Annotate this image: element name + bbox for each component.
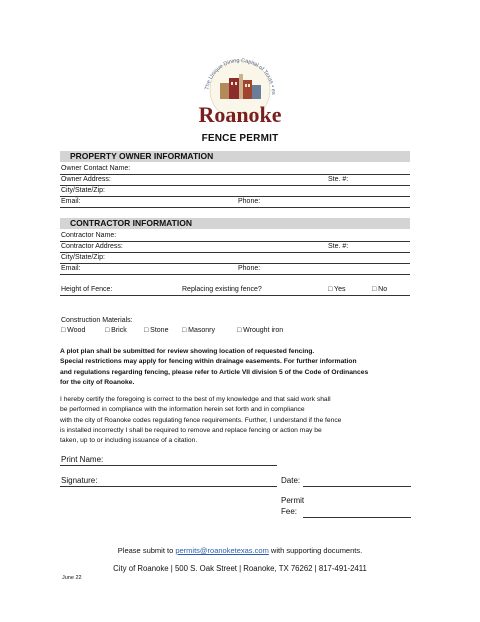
certification-statement [60, 395, 420, 446]
certify-line: is installed incorrectly I shall be required to remove and replace fencing or action may be [60, 426, 322, 434]
city-address-footer: City of Roanoke | 500 S. Oak Street | Roanoke, TX 76262 | 817-491-2411 [113, 564, 367, 573]
certify-line: taken, up to or including issuance of a citation. [60, 437, 198, 445]
revision-date: June 22 [62, 575, 82, 581]
certify-line: I hereby certify the foregoing is correct to the best of my knowledge and that said work shall [60, 396, 331, 403]
notice-line: for the city of Roanoke. [60, 378, 135, 386]
date-label: Date: [281, 476, 301, 485]
owner-section-header [60, 151, 410, 162]
notice-line: Special restrictions may apply for fencing within drainage easements. For further information [60, 358, 357, 366]
replacing-fence-label: Replacing existing fence? [182, 286, 262, 293]
notice-line: A plot plan shall be submitted for review showing location of requested fencing. [60, 348, 315, 355]
material-wood-checkbox[interactable]: □ Wood [61, 327, 86, 334]
signature-line[interactable] [60, 486, 277, 487]
fence-height-field[interactable] [60, 284, 410, 296]
contractor-email-label: Email: [61, 265, 81, 272]
signature-label: Signature: [61, 476, 98, 485]
contractor-name-label: Contractor Name: [61, 232, 117, 239]
owner-contact-name-label: Owner Contact Name: [61, 165, 131, 172]
material-stone-checkbox[interactable]: □ Stone [144, 327, 169, 334]
date-line[interactable] [303, 486, 411, 487]
notice-line: and regulations regarding fencing, please refer to Article VII division 5 of the Code of Ordinances [60, 368, 369, 376]
permit-fee-label-line1: Permit [281, 496, 305, 505]
contractor-phone-label: Phone: [238, 265, 261, 272]
roanoke-logo [190, 50, 290, 132]
submit-instructions [0, 546, 480, 555]
fence-height-label: Height of Fence: [61, 286, 113, 293]
contractor-address-label: Contractor Address: [61, 243, 123, 250]
certify-line: be performed in compliance with the information herein set forth and in compliance [60, 406, 305, 414]
logo-wordmark: Roanoke [198, 102, 282, 127]
contractor-section-title: CONTRACTOR INFORMATION [70, 218, 192, 228]
material-wrought-iron-checkbox[interactable]: □ Wrought iron [237, 327, 284, 334]
permit-fee-label-line2: Fee: [281, 507, 298, 516]
owner-ste-label: Ste. #: [328, 176, 349, 183]
form-title: FENCE PERMIT [201, 133, 279, 144]
certify-line: with the city of Roanoke codes regulating fence requirements. Further, I understand if the fence [60, 416, 342, 424]
permit-fee-line[interactable] [303, 517, 411, 518]
owner-address-label: Owner Address: [61, 176, 111, 183]
owner-email-label: Email: [61, 198, 81, 205]
material-brick-checkbox[interactable]: □ Brick [105, 327, 127, 334]
print-name-label: Print Name: [61, 455, 104, 464]
submit-text-before: Please submit to [117, 546, 176, 555]
replacing-yes-checkbox[interactable]: □ Yes [328, 286, 346, 293]
contractor-city-label: City/State/Zip: [61, 254, 105, 261]
material-masonry-checkbox[interactable]: □ Masonry [182, 327, 216, 334]
contractor-ste-label: Ste. #: [328, 243, 349, 250]
owner-email-phone-field[interactable] [60, 196, 410, 208]
print-name-line[interactable] [60, 465, 277, 466]
owner-phone-label: Phone: [238, 198, 261, 205]
plot-plan-notice [60, 347, 420, 388]
contractor-section-header [60, 218, 410, 229]
contractor-email-phone-field[interactable] [60, 263, 410, 275]
permits-email-link[interactable]: permits@roanoketexas.com [175, 546, 269, 555]
logo-arc-text: The Unique Dining Capital of Texas • es [204, 57, 277, 95]
owner-city-label: City/State/Zip: [61, 187, 105, 194]
submit-text-after: with supporting documents. [268, 546, 363, 555]
owner-section-title: PROPERTY OWNER INFORMATION [70, 151, 214, 161]
replacing-no-checkbox[interactable]: □ No [372, 286, 388, 293]
materials-label: Construction Materials: [61, 317, 133, 324]
